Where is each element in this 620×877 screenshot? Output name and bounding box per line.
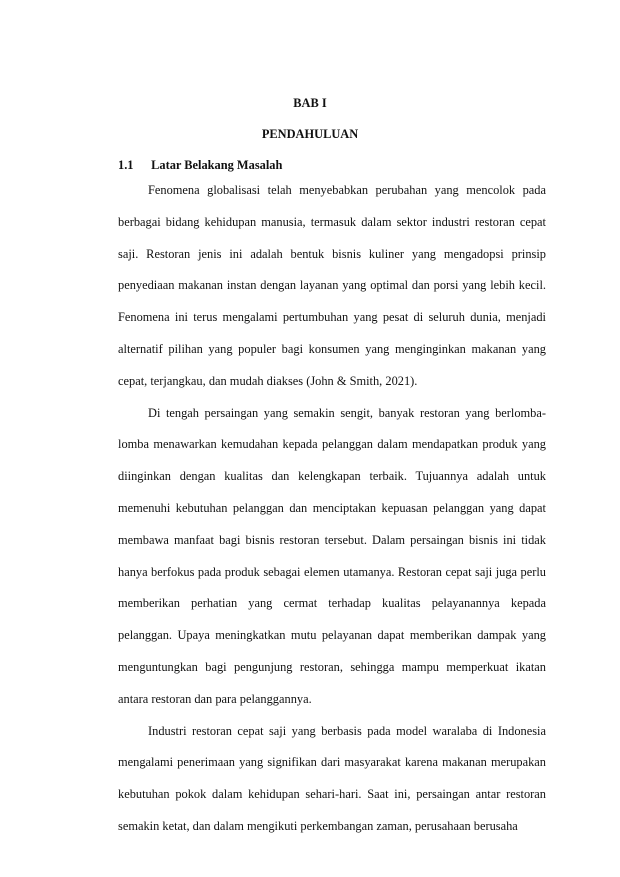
text-line: membawa manfaat bagi bisnis restoran tersebut. Dalam persaingan bisnis ini tidak xyxy=(118,532,546,547)
section-title: Latar Belakang Masalah xyxy=(151,158,283,172)
text-line: pelanggan. Upaya meningkatkan mutu pelayanan dapat memberikan dampak yang xyxy=(118,628,546,643)
text-line: memberikan perhatian yang cermat terhadap kualitas pelayanannya kepada xyxy=(118,596,546,611)
text-line: hanya berfokus pada produk sebagai elemen utamanya. Restoran cepat saji juga perlu xyxy=(118,564,546,579)
text-line: kebutuhan pokok dalam kehidupan sehari-hari. Saat ini, persaingan antar restoran xyxy=(118,787,546,802)
text-line: Industri restoran cepat saji yang berbasis pada model waralaba di Indonesia xyxy=(148,723,546,738)
text-line: saji. Restoran jenis ini adalah bentuk bisnis kuliner yang mengadopsi prinsip xyxy=(118,246,546,261)
text-line: alternatif pilihan yang populer bagi konsumen yang menginginkan makanan yang xyxy=(118,342,546,356)
text-line: antara restoran dan para pelanggannya. xyxy=(118,691,312,706)
text-line: Di tengah persaingan yang semakin sengit, banyak restoran yang berlomba- xyxy=(148,405,546,420)
chapter-title: PENDAHULUAN xyxy=(261,127,359,141)
text-line: menguntungkan bagi pengunjung restoran, sehingga mampu memperkuat ikatan xyxy=(118,660,546,674)
text-line: mengalami penerimaan yang signifikan dari masyarakat karena makanan merupakan xyxy=(118,755,546,770)
chapter-number: BAB I xyxy=(293,96,327,110)
text-line: memenuhi kebutuhan pelanggan dan menciptakan kepuasan pelanggan yang dapat xyxy=(118,501,546,515)
section-number: 1.1 xyxy=(118,158,134,172)
text-line: Fenomena globalisasi telah menyebabkan perubahan yang mencolok pada xyxy=(148,183,546,197)
text-line: diinginkan dengan kualitas dan kelengkapan terbaik. Tujuannya adalah untuk xyxy=(118,469,546,484)
text-line: Fenomena ini terus mengalami pertumbuhan yang pesat di seluruh dunia, menjadi xyxy=(118,310,546,325)
text-line: cepat, terjangkau, dan mudah diakses (John & Smith, 2021). xyxy=(118,373,418,388)
text-line: penyediaan makanan instan dengan layanan yang optimal dan porsi yang lebih kecil. xyxy=(118,278,546,293)
text-line: semakin ketat, dan dalam mengikuti perkembangan zaman, perusahaan berusaha xyxy=(118,819,518,833)
text-line: berbagai bidang kehidupan manusia, termasuk dalam sektor industri restoran cepat xyxy=(118,214,546,229)
section-heading xyxy=(118,158,282,173)
text-line: lomba menawarkan kemudahan kepada pelanggan dalam mendapatkan produk yang xyxy=(118,437,546,452)
